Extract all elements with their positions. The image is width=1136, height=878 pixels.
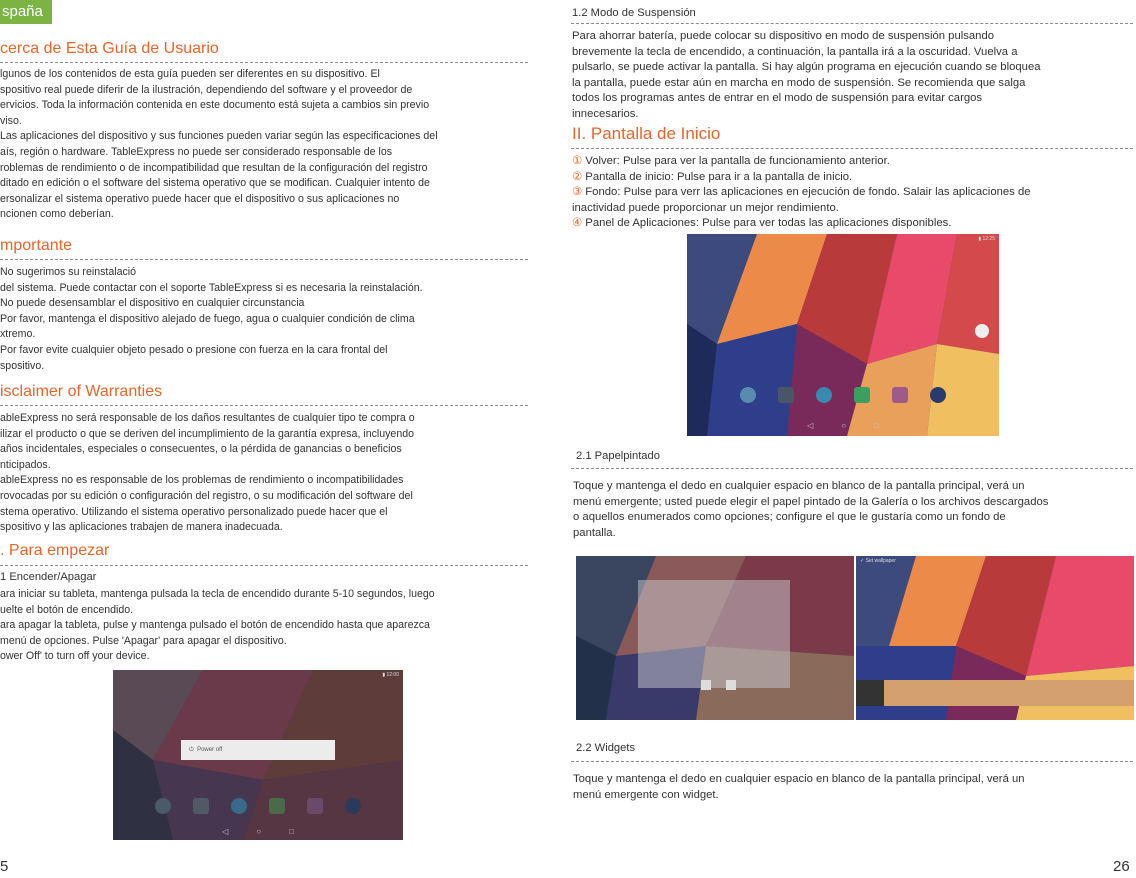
page-number-left: 5 [0,858,9,875]
app-dock [687,387,999,403]
text-line: ableExpress no es responsable de los problemas de rendimiento o incompatibilidades [0,474,404,487]
subsection-wallpaper: 2.1 Papelpintado [576,450,660,462]
app-dock [113,798,403,814]
text-line: spositivo y las aplicaciones trabajen de manera inadecuada. [0,521,283,534]
text-line: menú de opciones. Pulse 'Apagar' para apagar el dispositivo. [0,634,287,647]
text-line: Toque y mantenga el dedo en cualquier espacio en blanco de la pantalla principal, verá un [573,773,1025,785]
text-line: ableExpress no será responsable de los daños resultantes de cualquier tipo te compra o [0,412,415,424]
power-off-label: Power off [197,747,223,753]
text-line: No puede desensamblar el dispositivo en cualquier circunstancia [0,297,305,310]
section-title-important: mportante [0,237,73,254]
divider [571,23,1133,24]
item-text: inactividad puede proporcionar un mejor rendimiento. [572,201,839,214]
text-line: ersonalizar el sistema operativo puede hacer que el dispositivo o sus aplicaciones no [0,192,400,205]
wallpaper-menu-screenshot [576,556,854,720]
set-wallpaper-button[interactable]: ✓ Set wallpaper [860,558,896,564]
camera-icon[interactable] [778,387,794,403]
item-text: Pantalla de inicio: Pulse para ir a la pantalla de inicio. [582,170,853,183]
page-number-right: 26 [1113,858,1130,875]
text-line: lgunos de los contenidos de esta guía pueden ser diferentes en su dispositivo. El [0,68,380,80]
gallery-icon[interactable] [307,798,323,814]
text-line: Por favor evite cualquier objeto pesado o presione con fuerza en la cara frontal del [0,344,388,356]
camera-icon[interactable] [193,798,209,814]
music-icon[interactable] [930,387,946,403]
power-off-dialog[interactable]: ⏻ Power off [181,740,335,760]
text-line: Para ahorrar batería, puede colocar su dispositivo en modo de suspensión pulsando [572,30,995,42]
text-line: stema operativo. Utilizando el sistema operativo personalizado puede hacer que el [0,505,388,518]
subsection-sleep-mode: 1.2 Modo de Suspensión [572,7,696,19]
text-line: Toque y mantenga el dedo en cualquier espacio en blanco de la pantalla principal, verá un [573,480,1025,492]
section-title-about-guide: cerca de Esta Guía de Usuario [0,40,219,57]
item-number: ④ [572,217,583,229]
text-line: del sistema. Puede contactar con el soporte TableExpress si es necesaria la reinstalación. [0,281,423,294]
text-line: aís, región o hardware. TableExpress no puede ser considerado responsable de los [0,146,393,158]
home-icon[interactable]: ○ [256,827,262,836]
text-line: menú emergente; usted puede elegir el papel pintado de la Galería o los archivos descargados [573,495,1049,508]
list-item [572,185,1031,200]
browser-icon[interactable] [231,798,247,814]
text-line: menú emergente con widget. [573,788,719,801]
divider [0,405,528,406]
divider [0,565,528,566]
settings-icon[interactable] [155,798,171,814]
text-line: ilizar el producto o que se deriven del incumplimiento de la garantía expresa, incluyendo [0,427,414,440]
divider [571,468,1133,469]
list-item [572,216,951,231]
text-line: Las aplicaciones del dispositivo y sus funciones pueden variar según las especificaciones del [0,130,438,143]
text-line: brevemente la tecla de encendido, a continuación, la pantalla irá a la oscuridad. Vuelva a [572,45,1018,58]
text-line: pulsarlo, se puede activar la pantalla. Si hay algún programa en ejecución cuando se bloquea [572,61,1041,73]
divider [0,259,528,260]
gallery-icon[interactable] [892,387,908,403]
item-number: ① [572,155,583,167]
home-icon[interactable]: ○ [841,421,847,430]
back-icon[interactable]: ◁ [222,827,229,836]
play-store-icon[interactable] [269,798,285,814]
text-line: años incidentales, especiales o consecuentes, o la pérdida de ganancias o beneficios [0,443,402,456]
text-line: spositivo. [0,359,45,372]
text-line: la pantalla, puede estar aún en marcha en modo de suspensión. Se recomienda que salga [572,76,1026,89]
music-icon[interactable] [345,798,361,814]
section-title-getting-started: . Para empezar [0,542,110,559]
text-line: ara apagar la tableta, pulse y mantenga pulsado el botón de encendido hasta que aparezca [0,619,430,632]
text-line: viso. [0,114,22,127]
power-off-screenshot [113,670,403,840]
text-line: nticipados. [0,458,51,471]
text-line: uelte el botón de encendido. [0,603,134,616]
item-text: Panel de Aplicaciones: Pulse para ver todas las aplicaciones disponibles. [582,217,952,229]
item-number: ③ [572,186,583,198]
app-drawer-icon[interactable] [975,324,989,338]
section-title-disclaimer: isclaimer of Warranties [0,383,163,400]
nav-bar [687,421,999,430]
subsection-widgets: 2.2 Widgets [576,742,636,754]
item-number: ② [572,170,583,183]
wallpaper-picker-screenshot [856,556,1134,720]
nav-bar [113,827,403,836]
recents-icon[interactable]: □ [874,421,879,430]
language-badge: spaña [0,0,52,24]
play-store-icon[interactable] [854,387,870,403]
wallpapers-option-icon[interactable] [701,680,711,690]
browser-icon[interactable] [816,387,832,403]
back-icon[interactable]: ◁ [807,421,814,430]
list-item [572,170,852,185]
text-line: rovocadas por su edición o configuración del registro, o su modificación del software del [0,490,413,502]
text-line: todos los programas antes de entrar en el modo de suspensión para evitar cargos [572,92,983,104]
settings-icon[interactable] [740,387,756,403]
section-title-home-screen: II. Pantalla de Inicio [572,124,721,143]
text-line: Por favor, mantenga el dispositivo alejado de fuego, agua o cualquier condición de clima [0,312,415,325]
status-bar: ▮ 12:00 [382,672,399,678]
divider [571,148,1133,149]
text-line: innecesarios. [572,107,639,120]
list-item [572,154,890,169]
text-line: pantalla. [573,526,616,539]
text-line: ervicios. Toda la información contenida en este documento está sujeta a cambios sin previo [0,99,430,112]
item-text: Volver: Pulse para ver la pantalla de funcionamiento anterior. [582,155,890,167]
text-line: ower Off' to turn off your device. [0,650,150,663]
text-line: ara iniciar su tableta, mantenga pulsada la tecla de encendido durante 5-10 segundos, luego [0,588,435,600]
text-line: ncionen como deberían. [0,208,114,221]
text-line: No sugerimos su reinstalació [0,266,137,278]
text-line: spositivo real puede diferir de la ilustración, dependiendo del software y el proveedor de [0,83,413,96]
text-line: o aquellos enumerados como opciones; configure el que le gustaría como un fondo de [573,511,1006,524]
recents-icon[interactable]: □ [289,827,294,836]
text-line: roblemas de rendimiento o de incompatibilidad que resultan de la configuración del registro [0,161,428,174]
text-line: xtremo. [0,328,36,341]
widgets-option-icon[interactable] [726,680,736,690]
divider [0,62,528,63]
list-item [572,201,839,216]
item-text: Fondo: Pulse para verr las aplicaciones en ejecución de fondo. Salair las aplicaciones de [582,186,1031,198]
divider [571,761,1133,762]
home-screen-screenshot [687,234,999,436]
status-bar: ▮ 12:25 [978,236,995,242]
subsection-power: 1 Encender/Apagar [0,571,97,583]
text-line: ditado en edición o el software del sistema operativo que se modifican. Cualquier intento de [0,177,430,190]
